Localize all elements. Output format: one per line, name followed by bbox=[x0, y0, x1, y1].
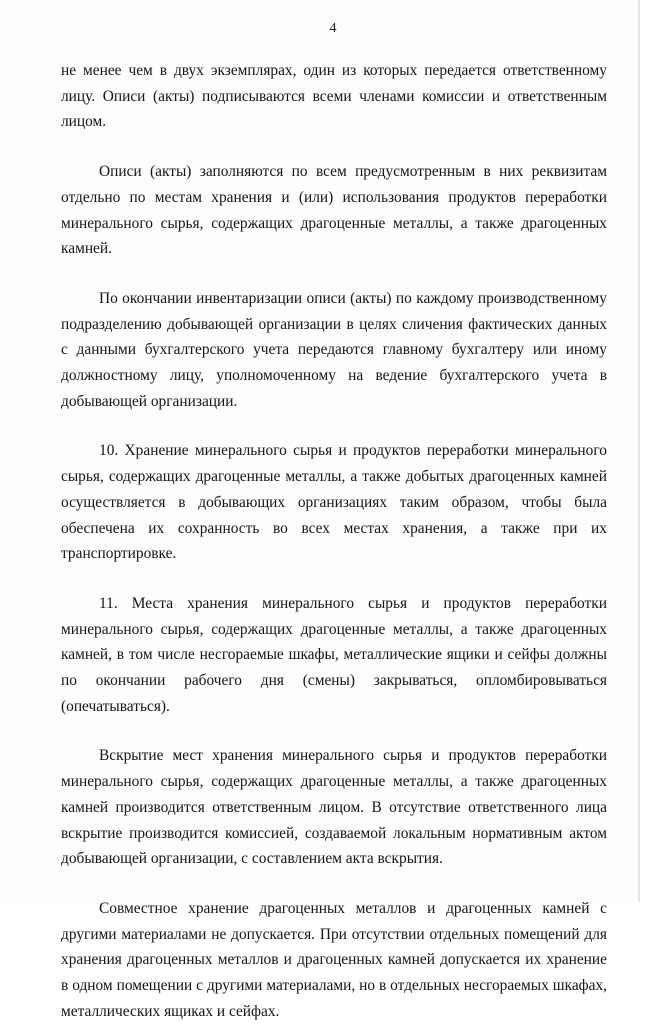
paragraph-joint-storage: Совместное хранение драгоценных металлов и драгоценных камней с другими материалами не допускается. При отсутствии отдельных помещений для хранения драгоценных металлов и драгоценных камней допускается их хранение в одном помещении с другими материалами, но в отдельных несгораемых шкафах, металлических ящиках и сейфах. bbox=[61, 899, 607, 1020]
paragraph-inventory-transfer: По окончании инвентаризации описи (акты) по каждому производственному подразделению добывающей организации в целях сличения фактических данных с данными бухгалтерского учета передаются главному бухгалтеру или иному должностному лицу, уполномоченному на ведение бухгалтерского учета в добывающей организации. bbox=[61, 289, 607, 410]
scan-edge bbox=[638, 0, 640, 902]
paragraph-item-11: 11. Места хранения минерального сырья и продуктов переработки минерального сырья, содержащих драгоценные металлы, а также драгоценных камней, в том числе несгораемые шкафы, металлические ящики и сейфы должны по окончании рабочего дня (смены) закрываться, опломбировываться (опечатываться). bbox=[61, 594, 607, 715]
paragraph-item-10: 10. Хранение минерального сырья и продуктов переработки минерального сырья, содержащих драгоценные металлы, а также добытых драгоценных камней осуществляется в добывающих организациях таким образом, чтобы была обеспечена их сохранность во всех местах хранения, а также при их транспортировке. bbox=[61, 442, 607, 563]
document-body bbox=[61, 58, 607, 1025]
page-number: 4 bbox=[329, 21, 337, 36]
paragraph-continuation: не менее чем в двух экземплярах, один из которых передается ответственному лицу. Описи (акты) подписываются всеми членами комиссии и ответственным лицом. bbox=[61, 62, 607, 131]
paragraph-inventory-fill: Описи (акты) заполняются по всем предусмотренным в них реквизитам отдельно по местам хранения и (или) использования продуктов переработки минерального сырья, содержащих драгоценные металлы, а также драгоценных камней. bbox=[61, 163, 607, 258]
paragraph-opening: Вскрытие мест хранения минерального сырья и продуктов переработки минерального сырья, содержащих драгоценные металлы, а также драгоценных камней производится ответственным лицом. В отсутствие ответственного лица вскрытие производится комиссией, создаваемой локальным нормативным актом добывающей организации, с составлением акта вскрытия. bbox=[61, 747, 607, 868]
